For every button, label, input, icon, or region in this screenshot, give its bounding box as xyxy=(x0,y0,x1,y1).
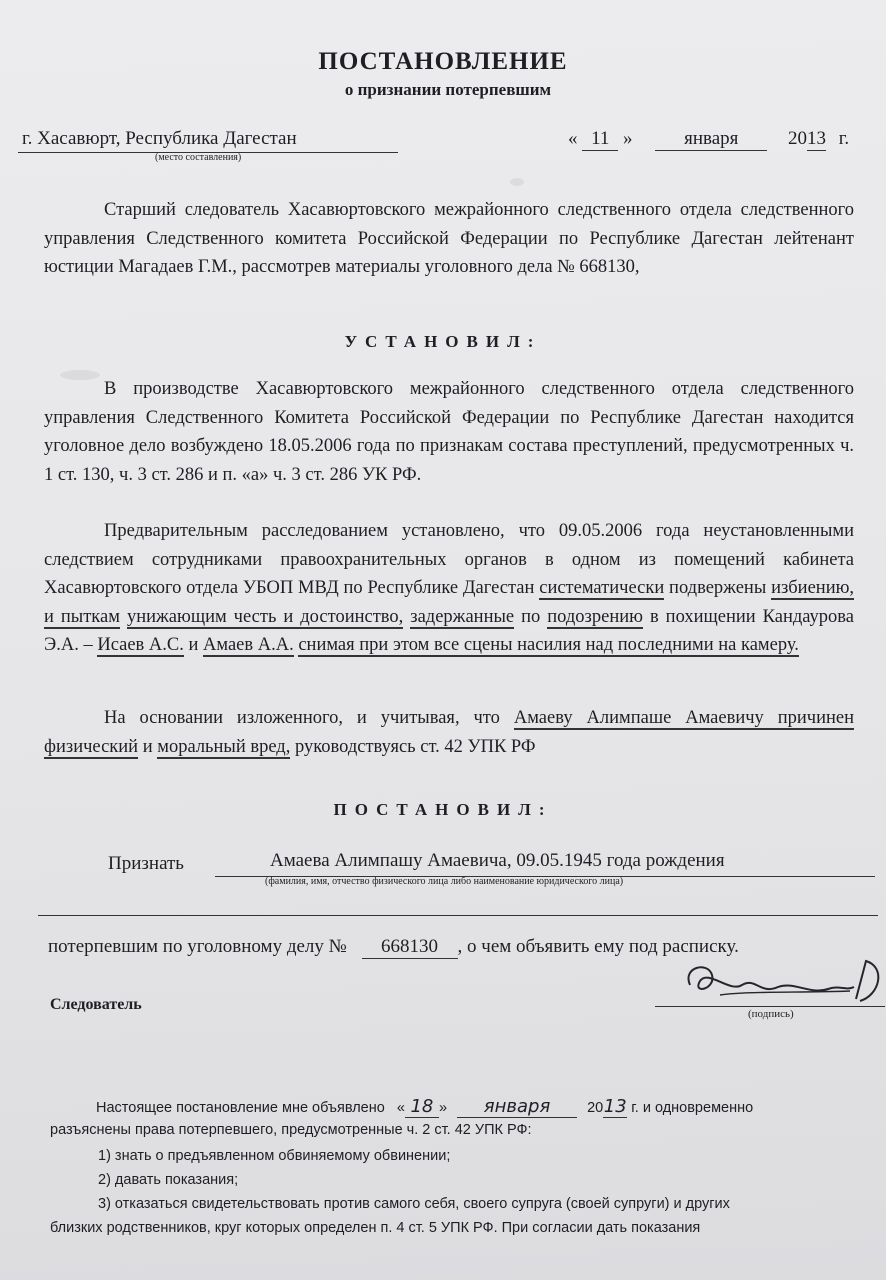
underlined-name: Исаев А.С. xyxy=(97,635,184,655)
underlined-phrase: Амаеву Алимпаше Амаевичу причинен физический xyxy=(44,708,854,757)
victim-name: Амаева Алимпашу Амаевича, 09.05.1945 года рождения xyxy=(270,850,725,871)
victim-declaration: потерпевшим по уголовному делу № 668130 , о чем объявить ему под расписку. xyxy=(48,936,739,957)
right-item: 1) знать о предъявленном обвиняемому обвинении; xyxy=(98,1148,451,1164)
intro-paragraph xyxy=(44,196,854,282)
notice-line-1: Настоящее постановление мне объявлено « 18 » января 2013 г. и одновременно xyxy=(96,1096,754,1117)
established-text-1: В производстве Хасавюртовского межрайонного следственного отдела следственного управления Следственного Комитета Российской Федерации по Республике Дагестан находится уголовное дело возбуждено 18.05.2006 года по признакам состава преступлений, предусмотренных ч. 1 ст. 130, ч. 3 ст. 286 и п. «а» ч. 3 ст. 286 УК РФ. xyxy=(44,379,854,485)
signature-caption: (подпись) xyxy=(748,1008,794,1020)
notice-line-2: разъяснены права потерпевшего, предусмотренные ч. 2 ст. 42 УПК РФ: xyxy=(50,1122,532,1138)
underlined-phrase: снимая при этом все сцены насилия над последними на камеру. xyxy=(298,635,799,655)
underlined-phrase: унижающим честь и достоинство, xyxy=(126,606,404,627)
decided-heading: ПОСТАНОВИЛ: xyxy=(333,800,553,819)
place-caption: (место составления) xyxy=(155,152,242,163)
intro-text: Старший следователь Хасавюртовского межрайонного следственного отдела следственного управления Следственного комитета Российской Федерации по Республике Дагестан лейтенант юстиции Магадаев Г.М., рассмотрев материалы уголовного дела № 668130, xyxy=(44,200,854,277)
basis-paragraph: На основании изложенного, и учитывая, что Амаеву Алимпаше Амаевичу причинен физический и моральный вред, руководствуясь ст. 42 УПК РФ xyxy=(44,708,854,757)
right-item: 3) отказаться свидетельствовать против самого себя, своего супруга (своей супруги) и других xyxy=(98,1196,730,1212)
place-of-issue: г. Хасавюрт, Республика Дагестан xyxy=(22,128,297,149)
right-item: 2) давать показания; xyxy=(98,1172,239,1188)
date-close-quote: » xyxy=(623,128,633,149)
handwritten-signature xyxy=(660,955,884,1007)
signature-underline xyxy=(655,1006,885,1007)
established-heading: УСТАНОВИЛ: xyxy=(344,332,542,351)
date-day: 11 xyxy=(582,128,618,151)
notice-month: января xyxy=(457,1096,577,1118)
date-month: января xyxy=(655,128,767,151)
notice-year: 13 xyxy=(603,1096,627,1117)
underlined-phrase: задержанные xyxy=(410,606,515,627)
document-title: ПОСТАНОВЛЕНИЕ xyxy=(318,48,568,75)
established-paragraph-1 xyxy=(44,375,854,489)
date-year-suffix: 13 xyxy=(807,128,826,149)
underlined-phrase: систематически xyxy=(539,578,665,598)
underlined-phrase: подозрению xyxy=(547,606,643,627)
document-subtitle: о признании потерпевшим xyxy=(344,80,552,99)
investigator-label: Следователь xyxy=(50,996,142,1013)
ink-smudge xyxy=(510,178,524,186)
date-open-quote: « xyxy=(568,128,578,149)
recognize-label: Признать xyxy=(108,853,184,874)
underlined-phrase: избиению, и пыткам xyxy=(44,578,855,627)
underlined-name: Амаев А.А. xyxy=(203,635,294,655)
case-number: 668130 xyxy=(362,936,458,959)
victim-name-caption: (фамилия, имя, отчество физического лица либо наименование юридического лица) xyxy=(265,876,624,887)
notice-day: 18 xyxy=(405,1096,439,1118)
blank-line xyxy=(38,915,878,916)
established-paragraph-2: Предварительным расследованием установлено, что 09.05.2006 года неустановленными следствием сотрудниками правоохранительных органов в одном из помещений кабинета Хасавюртовского отдела УБОП МВД по Республике Дагестан систематически подвержены избиению, и пыткам унижающим честь и достоинство, задержанные по подозрению в похищении Кандаурова Э.А. – Исаев А.С. и Амаев А.А. снимая при этом все сцены насилия над последними на камеру. xyxy=(44,521,855,655)
notice-last-line: близких родственников, круг которых определен п. 4 ст. 5 УПК РФ. При согласии дать показания xyxy=(50,1220,701,1236)
date-year: 2013 xyxy=(788,128,826,149)
date-year-unit: г. xyxy=(838,128,850,149)
underlined-phrase: моральный вред, xyxy=(157,736,291,757)
issue-date xyxy=(568,128,849,151)
